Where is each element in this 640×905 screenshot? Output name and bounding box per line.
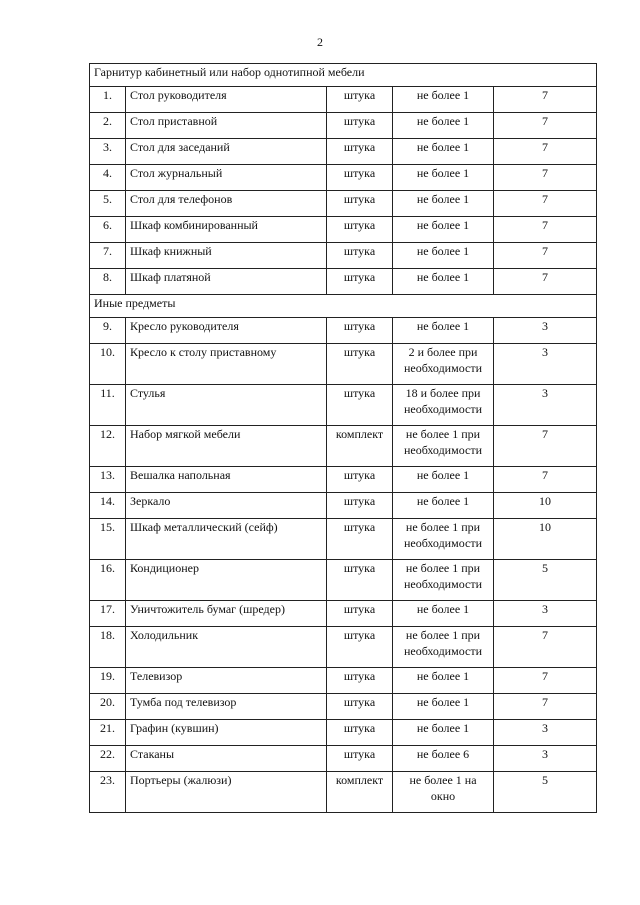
item-name: Стаканы: [126, 746, 327, 772]
row-number: 23.: [90, 772, 126, 813]
item-name: Шкаф книжный: [126, 243, 327, 269]
item-quantity: не более 1 при необходимости: [393, 426, 494, 467]
row-number: 4.: [90, 165, 126, 191]
item-name: Графин (кувшин): [126, 720, 327, 746]
item-unit: штука: [327, 720, 393, 746]
table-row: [90, 694, 597, 720]
table-row: [90, 243, 597, 269]
item-service-years: 7: [494, 217, 597, 243]
row-number: 9.: [90, 318, 126, 344]
item-unit: штука: [327, 746, 393, 772]
table-row: [90, 269, 597, 295]
item-name: Стол руководителя: [126, 87, 327, 113]
item-service-years: 7: [494, 191, 597, 217]
item-unit: штука: [327, 385, 393, 426]
item-name: Портьеры (жалюзи): [126, 772, 327, 813]
item-service-years: 7: [494, 139, 597, 165]
item-name: Кресло руководителя: [126, 318, 327, 344]
item-quantity: не более 1: [393, 720, 494, 746]
item-quantity: 18 и более при необходимости: [393, 385, 494, 426]
item-name: Телевизор: [126, 668, 327, 694]
item-unit: штука: [327, 113, 393, 139]
row-number: 16.: [90, 560, 126, 601]
row-number: 21.: [90, 720, 126, 746]
item-unit: штука: [327, 344, 393, 385]
item-unit: штука: [327, 318, 393, 344]
item-quantity: не более 1 при необходимости: [393, 627, 494, 668]
item-unit: штука: [327, 139, 393, 165]
row-number: 20.: [90, 694, 126, 720]
item-unit: штука: [327, 191, 393, 217]
item-name: Стол журнальный: [126, 165, 327, 191]
item-unit: штука: [327, 694, 393, 720]
item-name: Тумба под телевизор: [126, 694, 327, 720]
item-service-years: 7: [494, 627, 597, 668]
row-number: 6.: [90, 217, 126, 243]
section-title: Гарнитур кабинетный или набор однотипной мебели: [90, 64, 597, 87]
row-number: 14.: [90, 493, 126, 519]
item-quantity: не более 1: [393, 139, 494, 165]
item-unit: штука: [327, 87, 393, 113]
row-number: 12.: [90, 426, 126, 467]
item-service-years: 3: [494, 344, 597, 385]
row-number: 7.: [90, 243, 126, 269]
table-row: [90, 385, 597, 426]
item-unit: штука: [327, 467, 393, 493]
item-service-years: 7: [494, 243, 597, 269]
table-row: [90, 467, 597, 493]
table-row: [90, 746, 597, 772]
item-name: Кондиционер: [126, 560, 327, 601]
item-name: Набор мягкой мебели: [126, 426, 327, 467]
item-service-years: 7: [494, 87, 597, 113]
item-quantity: не более 1: [393, 217, 494, 243]
item-name: Холодильник: [126, 627, 327, 668]
item-name: Стол для заседаний: [126, 139, 327, 165]
item-name: Кресло к столу приставному: [126, 344, 327, 385]
section-header-row: [90, 295, 597, 318]
item-quantity: не более 1: [393, 694, 494, 720]
item-service-years: 7: [494, 668, 597, 694]
item-unit: штука: [327, 269, 393, 295]
item-name: Шкаф металлический (сейф): [126, 519, 327, 560]
item-service-years: 7: [494, 694, 597, 720]
table-row: [90, 772, 597, 813]
item-service-years: 5: [494, 560, 597, 601]
item-quantity: не более 1: [393, 467, 494, 493]
table-row: [90, 113, 597, 139]
item-quantity: не более 1 на окно: [393, 772, 494, 813]
table-row: [90, 601, 597, 627]
item-quantity: не более 6: [393, 746, 494, 772]
table-row: [90, 627, 597, 668]
item-unit: штука: [327, 668, 393, 694]
row-number: 3.: [90, 139, 126, 165]
section-title: Иные предметы: [90, 295, 597, 318]
row-number: 11.: [90, 385, 126, 426]
row-number: 5.: [90, 191, 126, 217]
item-unit: штука: [327, 627, 393, 668]
table-row: [90, 191, 597, 217]
item-quantity: не более 1: [393, 243, 494, 269]
item-service-years: 5: [494, 772, 597, 813]
row-number: 10.: [90, 344, 126, 385]
table-row: [90, 318, 597, 344]
item-name: Уничтожитель бумаг (шредер): [126, 601, 327, 627]
item-service-years: 7: [494, 467, 597, 493]
item-quantity: не более 1: [393, 165, 494, 191]
row-number: 18.: [90, 627, 126, 668]
table-row: [90, 426, 597, 467]
table-row: [90, 519, 597, 560]
item-name: Стулья: [126, 385, 327, 426]
item-quantity: не более 1: [393, 601, 494, 627]
item-name: Вешалка напольная: [126, 467, 327, 493]
item-service-years: 3: [494, 385, 597, 426]
furniture-table: [89, 63, 597, 813]
item-unit: штука: [327, 519, 393, 560]
item-quantity: не более 1: [393, 87, 494, 113]
item-service-years: 3: [494, 601, 597, 627]
item-unit: комплект: [327, 772, 393, 813]
item-quantity: не более 1: [393, 113, 494, 139]
page-number: 2: [317, 35, 323, 49]
item-name: Стол приставной: [126, 113, 327, 139]
item-service-years: 7: [494, 269, 597, 295]
item-service-years: 7: [494, 165, 597, 191]
item-service-years: 10: [494, 519, 597, 560]
item-quantity: не более 1: [393, 668, 494, 694]
item-service-years: 3: [494, 318, 597, 344]
table-row: [90, 668, 597, 694]
item-unit: штука: [327, 493, 393, 519]
item-name: Шкаф платяной: [126, 269, 327, 295]
item-unit: штука: [327, 217, 393, 243]
table-row: [90, 560, 597, 601]
item-unit: штука: [327, 601, 393, 627]
item-unit: штука: [327, 165, 393, 191]
item-quantity: не более 1 при необходимости: [393, 560, 494, 601]
table-row: [90, 165, 597, 191]
item-quantity: 2 и более при необходимости: [393, 344, 494, 385]
item-unit: комплект: [327, 426, 393, 467]
row-number: 8.: [90, 269, 126, 295]
row-number: 19.: [90, 668, 126, 694]
table-row: [90, 493, 597, 519]
row-number: 2.: [90, 113, 126, 139]
item-name: Шкаф комбинированный: [126, 217, 327, 243]
item-service-years: 7: [494, 426, 597, 467]
item-unit: штука: [327, 243, 393, 269]
row-number: 17.: [90, 601, 126, 627]
item-service-years: 10: [494, 493, 597, 519]
row-number: 1.: [90, 87, 126, 113]
item-service-years: 7: [494, 113, 597, 139]
row-number: 15.: [90, 519, 126, 560]
row-number: 22.: [90, 746, 126, 772]
item-quantity: не более 1 при необходимости: [393, 519, 494, 560]
item-unit: штука: [327, 560, 393, 601]
item-service-years: 3: [494, 746, 597, 772]
table-row: [90, 720, 597, 746]
item-service-years: 3: [494, 720, 597, 746]
row-number: 13.: [90, 467, 126, 493]
table-row: [90, 217, 597, 243]
table-row: [90, 87, 597, 113]
table-row: [90, 139, 597, 165]
table-row: [90, 344, 597, 385]
section-header-row: [90, 64, 597, 87]
item-name: Стол для телефонов: [126, 191, 327, 217]
item-quantity: не более 1: [393, 318, 494, 344]
item-name: Зеркало: [126, 493, 327, 519]
item-quantity: не более 1: [393, 269, 494, 295]
item-quantity: не более 1: [393, 191, 494, 217]
item-quantity: не более 1: [393, 493, 494, 519]
